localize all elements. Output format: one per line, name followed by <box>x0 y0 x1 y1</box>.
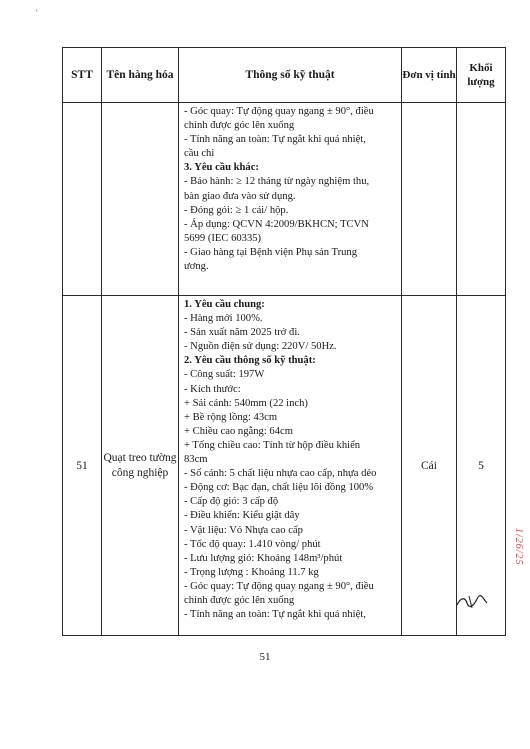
spec-line: - Công suất: 197W <box>184 369 265 381</box>
spec-line: 1. Yêu cầu chung: <box>184 299 265 310</box>
table-row-51 <box>63 296 506 636</box>
spec-line: - Tính năng an toàn: Tự ngắt khi quá nhiệt, <box>184 609 366 621</box>
spec-line: - Lưu lượng gió: Khoảng 148m³/phút <box>184 552 343 564</box>
spec-line: - Tốc độ quay: 1.410 vòng/ phút <box>184 538 321 550</box>
header-name: Tên hàng hóa <box>102 48 179 103</box>
row51-spec-lines <box>179 296 401 622</box>
table-header-row <box>63 48 506 103</box>
row51-spec-cell <box>179 296 402 636</box>
spec-line: - Giao hàng tại Bệnh viện Phụ sản Trung <box>184 246 358 258</box>
spec-line: - Vật liệu: Vỏ Nhựa cao cấp <box>184 524 303 536</box>
spec-line: - Nguồn điện sử dụng: 220V/ 50Hz. <box>184 341 337 353</box>
spec-table <box>62 47 506 636</box>
spec-line: - Tính năng an toàn: Tự ngắt khi quá nhiệt, <box>184 134 366 146</box>
spec-line: chỉnh được góc lên xuống <box>184 120 295 132</box>
spec-line: - Số cánh: 5 chất liệu nhựa cao cấp, nhựa dẻo <box>184 468 377 480</box>
cont-spec-cell <box>179 103 402 296</box>
spec-line: 5699 (IEC 60335) <box>184 232 262 244</box>
row51-unit: Cái <box>402 296 457 636</box>
corner-mark: ' <box>36 8 38 18</box>
spec-line: 83cm <box>184 454 208 466</box>
row51-stt: 51 <box>63 296 102 636</box>
cont-qty-cell <box>457 103 506 296</box>
spec-line: + Chiều cao ngẵng: 64cm <box>184 425 293 437</box>
signature-mark <box>455 593 489 611</box>
spec-line: + Sải cánh: 540mm (22 inch) <box>184 397 308 409</box>
spec-line: ương. <box>184 261 209 273</box>
spec-line: - Bảo hành: ≥ 12 tháng từ ngày nghiệm thu, <box>184 176 370 188</box>
header-unit: Đơn vị tính <box>402 48 457 103</box>
cont-spec-lines <box>179 103 401 274</box>
cont-unit-cell <box>402 103 457 296</box>
header-spec: Thông số kỹ thuật <box>179 48 402 103</box>
cont-name-cell <box>102 103 179 296</box>
spec-line: - Cấp độ gió: 3 cấp độ <box>184 496 279 508</box>
spec-line: + Bề rộng lồng: 43cm <box>184 411 278 423</box>
spec-line: bàn giao đưa vào sử dụng. <box>184 190 296 202</box>
header-stt: STT <box>63 48 102 103</box>
spec-line: - Kích thước: <box>184 383 241 395</box>
spec-line: - Trọng lượng : Khoảng 11.7 kg <box>184 566 319 578</box>
spec-line: - Hàng mới 100%. <box>184 313 263 325</box>
row51-name: Quạt treo tường công nghiệp <box>102 296 179 636</box>
spec-line: chỉnh được góc lên xuống <box>184 594 295 606</box>
table-row-continued <box>63 103 506 296</box>
margin-note: 1/26/25 <box>513 528 524 566</box>
spec-line: cầu chì <box>184 148 215 160</box>
spec-line: - Đóng gói: ≥ 1 cái/ hộp. <box>184 204 289 216</box>
spec-line: - Động cơ: Bạc đạn, chất liệu lõi đồng 100% <box>184 482 374 494</box>
spec-line: + Tổng chiều cao: Tính từ hộp điều khiển <box>184 439 361 451</box>
row51-qty: 5 <box>457 296 506 636</box>
page-number: 51 <box>259 651 271 663</box>
spec-line: - Áp dụng: QCVN 4:2009/BKHCN; TCVN <box>184 218 369 230</box>
spec-line: - Điều khiển: Kiểu giật dây <box>184 510 300 522</box>
header-qty: Khối lượng <box>457 48 506 103</box>
spec-line: - Sản xuất năm 2025 trở đi. <box>184 327 300 339</box>
spec-line: - Góc quay: Tự động quay ngang ± 90°, điều <box>184 106 374 117</box>
cont-stt-cell <box>63 103 102 296</box>
spec-line: 3. Yêu cầu khác: <box>184 162 259 174</box>
spec-line: 2. Yêu cầu thông số kỹ thuật: <box>184 355 316 367</box>
spec-line: - Góc quay: Tự động quay ngang ± 90°, điều <box>184 580 374 592</box>
